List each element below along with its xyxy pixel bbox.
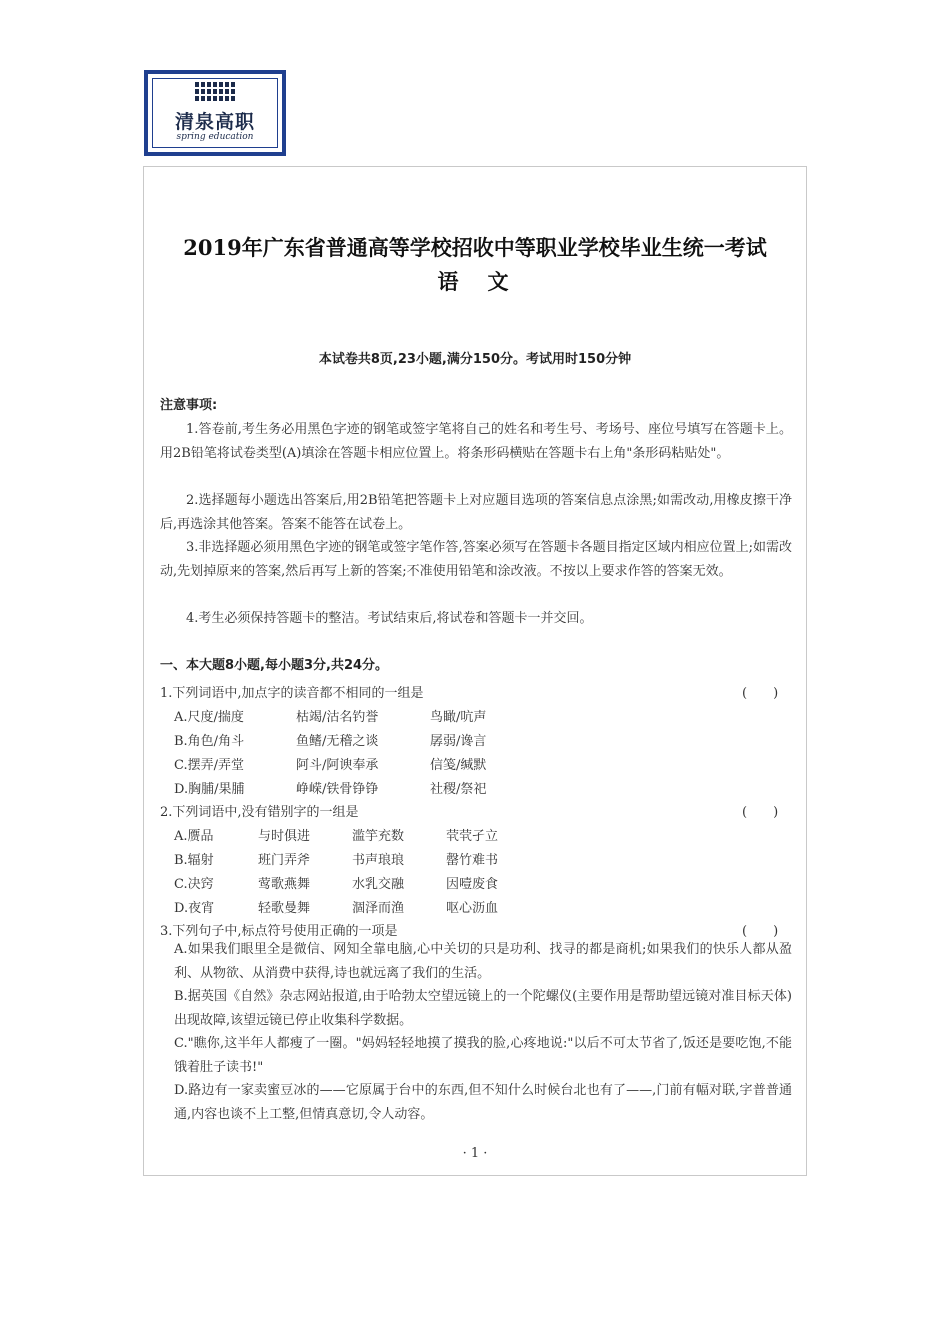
section1-heading: 一、本大题8小题,每小题3分,共24分。 [160, 658, 389, 673]
q1-option-c-1: C.摆弄/弄堂 [174, 758, 244, 773]
q3-answer-paren: ( ) [742, 924, 779, 939]
q2-option-c-1: C.决窍 [174, 877, 214, 892]
q1-option-a-3: 鸟瞰/吭声 [430, 710, 487, 725]
subject-title: 语 文 [437, 269, 513, 294]
exam-info: 本试卷共8页,23小题,满分150分。考试用时150分钟 [318, 352, 632, 367]
q1-option-b-2: 鱼鳍/无稽之谈 [296, 734, 379, 749]
q3-stem: 3.下列句子中,标点符号使用正确的一项是 [160, 924, 398, 939]
logo-emblem-icon [195, 82, 235, 104]
q3-option-c: C."瞧你,这半年人都瘦了一圈。"妈妈轻轻地摸了摸我的脸,心疼地说:"以后不可太节省了,饭还是要吃饱,不能饿着肚子读书!" [174, 1036, 792, 1075]
q2-option-b-4: 罄竹难书 [446, 853, 499, 868]
q2-option-d-3: 涸泽而渔 [352, 901, 405, 916]
q2-option-d-4: 呕心沥血 [446, 901, 499, 916]
notice-item-4: 4.考生必须保持答题卡的整洁。考试结束后,将试卷和答题卡一并交回。 [186, 611, 593, 626]
q1-answer-paren: ( ) [742, 686, 779, 701]
q2-option-d-2: 轻歌曼舞 [258, 901, 311, 916]
q3-option-a: A.如果我们眼里全是微信、网知全靠电脑,心中关切的只是功利、找寻的都是商机;如果我们的快乐人都从盈利、从物欲、从消费中获得,诗也就远离了我们的生活。 [174, 942, 792, 981]
q2-option-c-2: 莺歌燕舞 [258, 877, 311, 892]
notice-item-3: 3.非选择题必须用黑色字迹的钢笔或签字笔作答,答案必须写在答题卡各题目指定区域内相应位置上;如需改动,先划掉原来的答案,然后再写上新的答案;不准使用铅笔和涂改液。不按以上要求作答的答案无效。 [160, 540, 792, 579]
logo-english-text: spring education [176, 132, 254, 142]
q1-option-a-2: 枯竭/沽名钓誉 [296, 710, 379, 725]
q2-stem: 2.下列词语中,没有错别字的一组是 [160, 805, 359, 820]
logo [144, 70, 286, 156]
q1-option-a-1: A.尺度/揣度 [174, 710, 244, 725]
q2-option-a-3: 滥竽充数 [352, 829, 405, 844]
q1-option-b-1: B.角色/角斗 [174, 734, 245, 749]
q2-option-a-2: 与时俱进 [258, 829, 311, 844]
q1-option-b-3: 孱弱/谗言 [430, 734, 487, 749]
q2-option-a-4: 茕茕孑立 [446, 829, 499, 844]
q2-answer-paren: ( ) [742, 805, 779, 820]
q3-option-b: B.据英国《自然》杂志网站报道,由于哈勃太空望远镜上的一个陀螺仪(主要作用是帮助望远镜对准目标天体)出现故障,该望远镜已停止收集科学数据。 [174, 989, 792, 1028]
q2-option-b-2: 班门弄斧 [258, 853, 311, 868]
q2-option-b-1: B.辐射 [174, 853, 214, 868]
q2-option-a-1: A.赝品 [174, 829, 214, 844]
q1-option-c-2: 阿斗/阿谀奉承 [296, 758, 379, 773]
q2-option-d-1: D.夜宵 [174, 901, 215, 916]
q2-option-c-4: 因噎废食 [446, 877, 499, 892]
q1-stem: 1.下列词语中,加点字的读音都不相同的一组是 [160, 686, 424, 701]
exam-title: 2019年广东省普通高等学校招收中等职业学校毕业生统一考试 [183, 235, 767, 260]
q1-option-c-3: 信笺/缄默 [430, 758, 487, 773]
notice-item-2: 2.选择题每小题选出答案后,用2B铅笔把答题卡上对应题目选项的答案信息点涂黑;如需改动,用橡皮擦干净后,再选涂其他答案。答案不能答在试卷上。 [160, 493, 792, 532]
q1-option-d-1: D.胸脯/果脯 [174, 782, 245, 797]
notice-item-1: 1.答卷前,考生务必用黑色字迹的钢笔或签字笔将自己的姓名和考生号、考场号、座位号填写在答题卡上。用2B铅笔将试卷类型(A)填涂在答题卡相应位置上。将条形码横贴在答题卡右上角"条形码粘贴处"。 [160, 422, 792, 461]
logo-chinese-text: 清泉高职 [174, 111, 255, 133]
q1-option-d-3: 社稷/祭祀 [430, 782, 487, 797]
q3-option-d: D.路边有一家卖蜜豆冰的——它原属于台中的东西,但不知什么时候台北也有了——,门前有幅对联,字普普通通,内容也谈不上工整,但情真意切,令人动容。 [174, 1083, 792, 1122]
notice-heading: 注意事项: [160, 398, 218, 413]
q2-option-c-3: 水乳交融 [352, 877, 405, 892]
q2-option-b-3: 书声琅琅 [352, 853, 405, 868]
q1-option-d-2: 峥嵘/铁骨铮铮 [296, 782, 379, 797]
page-number: · 1 · [462, 1146, 488, 1161]
